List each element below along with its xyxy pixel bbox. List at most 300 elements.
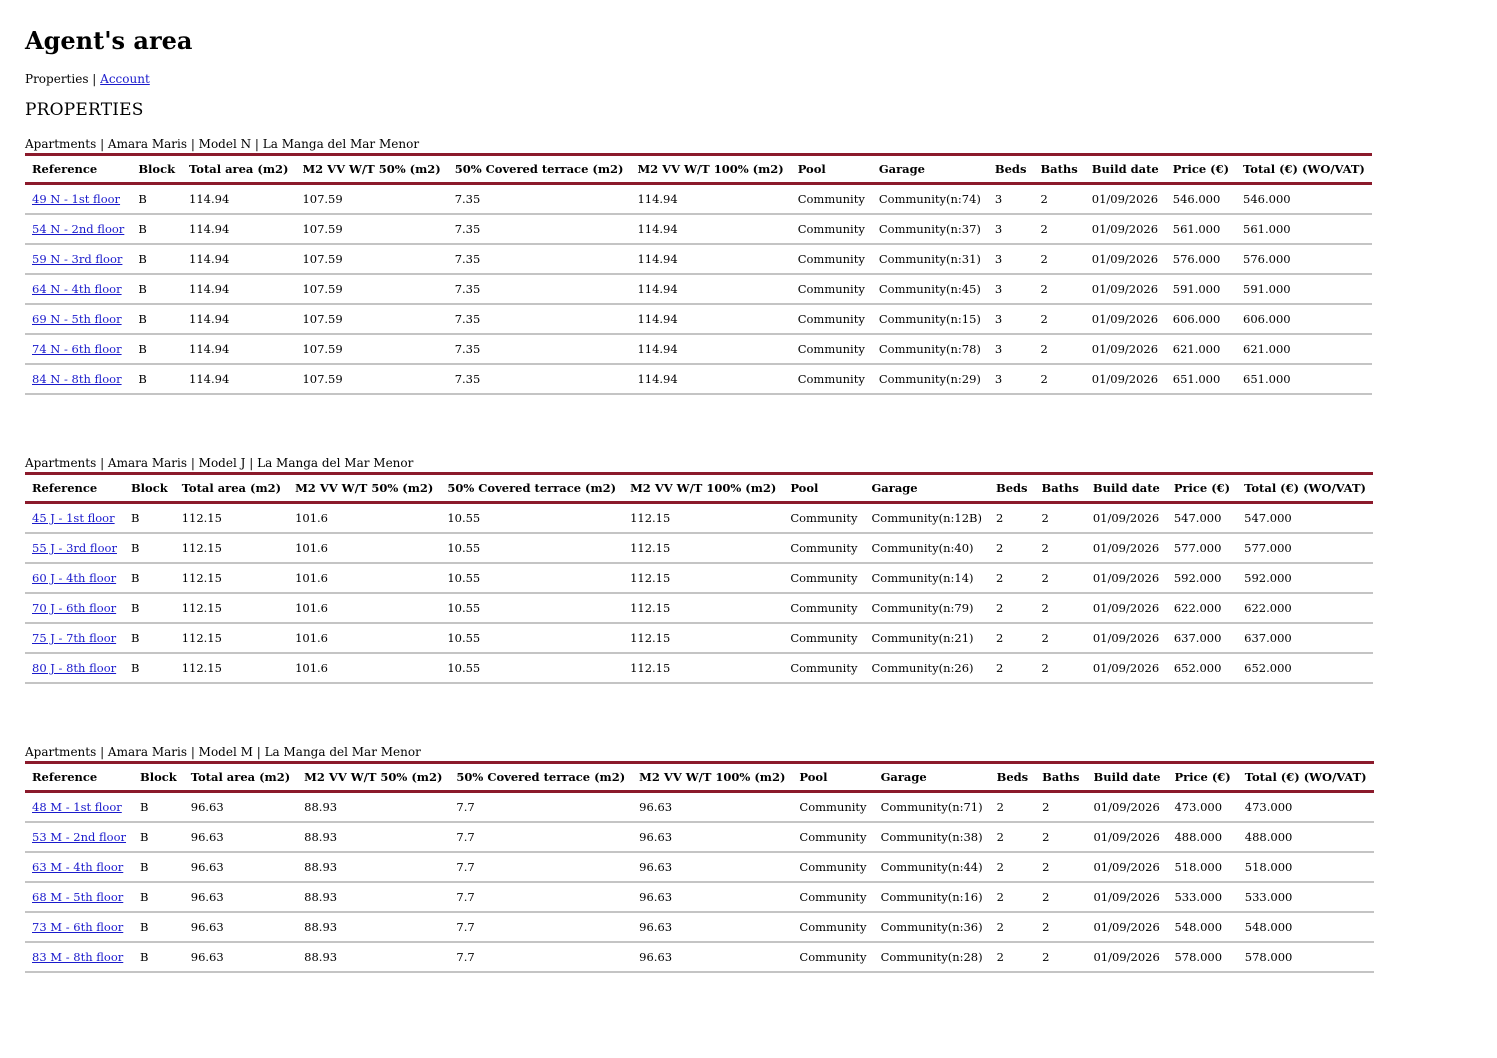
- table-cell: 101.6: [288, 533, 440, 563]
- table-cell: 2: [1035, 942, 1086, 972]
- table-cell: 01/09/2026: [1086, 852, 1167, 882]
- table-cell: Community(n:29): [872, 364, 988, 394]
- table-cell: 651.000: [1236, 364, 1372, 394]
- table-row: [25, 503, 1373, 534]
- table-cell: 2: [989, 623, 1035, 653]
- column-header: 50% Covered terrace (m2): [447, 481, 617, 495]
- property-reference-link[interactable]: 84 N - 8th floor: [32, 372, 122, 386]
- table-cell: 3: [988, 244, 1034, 274]
- table-cell: Community: [792, 822, 873, 852]
- table-cell: [25, 653, 124, 683]
- table-cell: 01/09/2026: [1085, 364, 1166, 394]
- property-reference-link[interactable]: 83 M - 8th floor: [32, 950, 124, 964]
- table-cell: 107.59: [295, 274, 447, 304]
- table-cell: 3: [988, 334, 1034, 364]
- property-reference-link[interactable]: 68 M - 5th floor: [32, 890, 124, 904]
- column-header: M2 VV W/T 50% (m2): [304, 770, 443, 784]
- property-reference-link[interactable]: 60 J - 4th floor: [32, 571, 117, 585]
- table-row: [25, 593, 1373, 623]
- table-cell: 637.000: [1167, 623, 1237, 653]
- column-header: Pool: [799, 770, 828, 784]
- table-cell: 2: [1033, 214, 1084, 244]
- table-cell: 2: [1035, 533, 1086, 563]
- table-header-row: [25, 155, 1372, 184]
- column-header: 50% Covered terrace (m2): [454, 162, 624, 176]
- table-cell: [25, 533, 124, 563]
- table-cell: B: [133, 852, 184, 882]
- table-cell: Community(n:26): [864, 653, 988, 683]
- table-cell: 96.63: [632, 792, 792, 823]
- property-reference-link[interactable]: 69 N - 5th floor: [32, 312, 122, 326]
- table-cell: 114.94: [182, 214, 295, 244]
- table-cell: B: [124, 653, 175, 683]
- table-cell: 533.000: [1238, 882, 1374, 912]
- column-header: Beds: [995, 481, 1028, 495]
- table-cell: 107.59: [295, 334, 447, 364]
- table-row: [25, 942, 1374, 972]
- table-cell: 2: [1035, 593, 1086, 623]
- table-cell: Community(n:36): [874, 912, 990, 942]
- table-cell: 101.6: [288, 653, 440, 683]
- table-cell: 576.000: [1236, 244, 1372, 274]
- property-reference-link[interactable]: 64 N - 4th floor: [32, 282, 122, 296]
- table-cell: 7.7: [449, 852, 632, 882]
- table-cell: 591.000: [1236, 274, 1372, 304]
- table-row: [25, 364, 1372, 394]
- table-cell: 621.000: [1166, 334, 1236, 364]
- table-cell: 547.000: [1237, 503, 1373, 534]
- property-reference-link[interactable]: 53 M - 2nd floor: [32, 830, 127, 844]
- property-reference-link[interactable]: 80 J - 8th floor: [32, 661, 117, 675]
- column-header: M2 VV W/T 50% (m2): [302, 162, 441, 176]
- table-cell: 96.63: [632, 852, 792, 882]
- table-cell: B: [133, 792, 184, 823]
- column-header: Garage: [871, 481, 918, 495]
- table-cell: 114.94: [182, 304, 295, 334]
- table-cell: 637.000: [1237, 623, 1373, 653]
- table-cell: Community(n:14): [864, 563, 988, 593]
- table-cell: Community: [783, 653, 864, 683]
- table-cell: [25, 274, 131, 304]
- table-cell: [25, 364, 131, 394]
- table-cell: 112.15: [175, 593, 288, 623]
- agent-area-page: [25, 26, 1367, 964]
- table-cell: 96.63: [632, 882, 792, 912]
- table-caption: Apartments | Amara Maris | Model N | La Manga del Mar Menor: [25, 137, 420, 151]
- property-reference-link[interactable]: 70 J - 6th floor: [32, 601, 117, 615]
- table-cell: 10.55: [440, 623, 623, 653]
- table-cell: 107.59: [295, 304, 447, 334]
- table-cell: 01/09/2026: [1085, 184, 1166, 215]
- top-nav: [25, 71, 1275, 87]
- table-cell: 7.35: [448, 244, 631, 274]
- table-cell: 578.000: [1238, 942, 1374, 972]
- property-reference-link[interactable]: 59 N - 3rd floor: [32, 252, 123, 266]
- table-cell: 112.15: [623, 593, 783, 623]
- table-cell: 2: [1035, 882, 1086, 912]
- column-header: Pool: [797, 162, 826, 176]
- table-cell: 88.93: [297, 942, 449, 972]
- table-cell: Community(n:15): [872, 304, 988, 334]
- table-cell: B: [124, 593, 175, 623]
- table-cell: Community: [783, 563, 864, 593]
- table-cell: 112.15: [623, 533, 783, 563]
- table-cell: 112.15: [623, 503, 783, 534]
- table-cell: 01/09/2026: [1086, 593, 1167, 623]
- table-cell: 577.000: [1167, 533, 1237, 563]
- table-cell: 112.15: [175, 623, 288, 653]
- table-cell: [25, 822, 133, 852]
- table-cell: 10.55: [440, 503, 623, 534]
- table-cell: 7.7: [449, 822, 632, 852]
- table-cell: 96.63: [632, 822, 792, 852]
- table-cell: B: [124, 623, 175, 653]
- table-cell: 114.94: [630, 214, 790, 244]
- table-cell: 2: [1035, 563, 1086, 593]
- table-cell: 10.55: [440, 533, 623, 563]
- table-cell: 2: [1033, 184, 1084, 215]
- table-cell: 592.000: [1237, 563, 1373, 593]
- table-row: [25, 822, 1374, 852]
- table-cell: 533.000: [1167, 882, 1237, 912]
- nav-properties-current: Properties: [25, 72, 89, 86]
- table-row: [25, 274, 1372, 304]
- table-cell: B: [131, 334, 182, 364]
- column-header: Reference: [32, 162, 98, 176]
- table-cell: 2: [1035, 822, 1086, 852]
- properties-heading: PROPERTIES: [25, 100, 144, 120]
- table-cell: 01/09/2026: [1086, 533, 1167, 563]
- table-cell: 107.59: [295, 244, 447, 274]
- table-cell: 114.94: [182, 364, 295, 394]
- table-cell: 548.000: [1238, 912, 1374, 942]
- table-cell: 101.6: [288, 593, 440, 623]
- table-cell: 112.15: [175, 653, 288, 683]
- table-row: [25, 184, 1372, 215]
- table-cell: Community(n:40): [864, 533, 988, 563]
- property-reference-link[interactable]: 74 N - 6th floor: [32, 342, 122, 356]
- properties-table: [25, 472, 1373, 684]
- table-cell: 114.94: [182, 184, 295, 215]
- table-cell: 2: [1033, 304, 1084, 334]
- table-cell: Community(n:28): [874, 942, 990, 972]
- table-cell: Community(n:31): [872, 244, 988, 274]
- column-header: Baths: [1042, 770, 1080, 784]
- table-cell: 2: [1033, 244, 1084, 274]
- page-title: Agent's area: [25, 26, 193, 55]
- table-cell: Community: [791, 304, 872, 334]
- column-header: M2 VV W/T 100% (m2): [637, 162, 784, 176]
- table-cell: 3: [988, 214, 1034, 244]
- table-cell: 01/09/2026: [1085, 334, 1166, 364]
- table-caption: Apartments | Amara Maris | Model J | La Manga del Mar Menor: [25, 456, 414, 470]
- table-cell: Community: [792, 882, 873, 912]
- column-header: Total (€) (WO/VAT): [1244, 481, 1366, 495]
- table-cell: 2: [990, 912, 1036, 942]
- table-cell: 114.94: [182, 334, 295, 364]
- column-header: Block: [130, 481, 168, 495]
- table-cell: 518.000: [1238, 852, 1374, 882]
- table-cell: 88.93: [297, 852, 449, 882]
- table-row: [25, 334, 1372, 364]
- column-header: Beds: [996, 770, 1029, 784]
- table-cell: Community: [792, 792, 873, 823]
- table-cell: B: [124, 563, 175, 593]
- table-cell: 112.15: [623, 563, 783, 593]
- column-header: Baths: [1041, 481, 1079, 495]
- table-cell: Community: [791, 184, 872, 215]
- column-header: Price (€): [1174, 770, 1231, 784]
- properties-table: [25, 153, 1372, 395]
- table-cell: 3: [988, 274, 1034, 304]
- column-header: Build date: [1091, 162, 1159, 176]
- table-cell: Community: [791, 274, 872, 304]
- table-cell: 473.000: [1167, 792, 1237, 823]
- table-cell: 7.35: [448, 304, 631, 334]
- column-header: Pool: [790, 481, 819, 495]
- table-cell: 2: [1035, 623, 1086, 653]
- table-cell: [25, 304, 131, 334]
- table-cell: 01/09/2026: [1086, 623, 1167, 653]
- table-cell: 622.000: [1167, 593, 1237, 623]
- column-header: 50% Covered terrace (m2): [456, 770, 626, 784]
- table-cell: Community: [791, 214, 872, 244]
- table-row: [25, 623, 1373, 653]
- table-cell: 2: [990, 792, 1036, 823]
- table-cell: 96.63: [632, 912, 792, 942]
- column-header: Block: [138, 162, 176, 176]
- table-cell: 488.000: [1167, 822, 1237, 852]
- table-cell: 2: [989, 593, 1035, 623]
- table-header-row: [25, 763, 1374, 792]
- table-cell: 2: [989, 563, 1035, 593]
- table-cell: B: [133, 942, 184, 972]
- table-cell: 01/09/2026: [1086, 942, 1167, 972]
- property-reference-link[interactable]: 55 J - 3rd floor: [32, 541, 117, 555]
- table-cell: 547.000: [1167, 503, 1237, 534]
- table-cell: 96.63: [184, 882, 297, 912]
- table-cell: 114.94: [630, 304, 790, 334]
- column-header: Garage: [880, 770, 927, 784]
- table-cell: Community: [783, 593, 864, 623]
- table-cell: B: [131, 184, 182, 215]
- table-cell: 114.94: [630, 244, 790, 274]
- table-cell: B: [131, 244, 182, 274]
- property-reference-link[interactable]: 48 M - 1st floor: [32, 800, 122, 814]
- table-cell: Community: [783, 533, 864, 563]
- table-cell: 2: [1035, 653, 1086, 683]
- table-cell: 96.63: [184, 912, 297, 942]
- table-cell: 01/09/2026: [1086, 653, 1167, 683]
- column-header: Total (€) (WO/VAT): [1244, 770, 1367, 784]
- table-cell: 518.000: [1167, 852, 1237, 882]
- properties-table: [25, 761, 1374, 973]
- table-cell: 96.63: [184, 792, 297, 823]
- table-cell: Community: [791, 244, 872, 274]
- table-row: [25, 214, 1372, 244]
- table-cell: 473.000: [1238, 792, 1374, 823]
- table-cell: Community: [792, 942, 873, 972]
- table-cell: 10.55: [440, 563, 623, 593]
- table-cell: Community(n:38): [874, 822, 990, 852]
- table-cell: [25, 623, 124, 653]
- table-cell: 88.93: [297, 912, 449, 942]
- table-cell: 107.59: [295, 364, 447, 394]
- table-row: [25, 244, 1372, 274]
- model-m-table-block: [25, 745, 1367, 973]
- property-reference-link[interactable]: 73 M - 6th floor: [32, 920, 124, 934]
- table-cell: [25, 184, 131, 215]
- table-cell: 01/09/2026: [1085, 244, 1166, 274]
- table-cell: 114.94: [182, 274, 295, 304]
- table-cell: 606.000: [1166, 304, 1236, 334]
- table-cell: 96.63: [632, 942, 792, 972]
- table-cell: 652.000: [1237, 653, 1373, 683]
- table-cell: 591.000: [1166, 274, 1236, 304]
- column-header: Baths: [1040, 162, 1078, 176]
- table-cell: 01/09/2026: [1086, 882, 1167, 912]
- property-reference-link[interactable]: 45 J - 1st floor: [32, 511, 115, 525]
- column-header: Build date: [1092, 481, 1160, 495]
- table-row: [25, 912, 1374, 942]
- table-cell: 10.55: [440, 653, 623, 683]
- table-cell: 606.000: [1236, 304, 1372, 334]
- table-cell: 112.15: [623, 623, 783, 653]
- table-cell: Community(n:71): [874, 792, 990, 823]
- table-cell: Community(n:37): [872, 214, 988, 244]
- table-cell: 114.94: [630, 334, 790, 364]
- table-cell: B: [131, 214, 182, 244]
- column-header: Reference: [32, 770, 98, 784]
- table-cell: 2: [989, 533, 1035, 563]
- table-cell: 01/09/2026: [1086, 822, 1167, 852]
- table-caption: Apartments | Amara Maris | Model M | La Manga del Mar Menor: [25, 745, 421, 759]
- table-cell: 112.15: [175, 533, 288, 563]
- model-n-table-block: [25, 137, 1365, 395]
- table-cell: 114.94: [630, 274, 790, 304]
- table-row: [25, 533, 1373, 563]
- table-cell: 107.59: [295, 214, 447, 244]
- table-cell: [25, 852, 133, 882]
- property-reference-link[interactable]: 63 M - 4th floor: [32, 860, 124, 874]
- column-header: Block: [140, 770, 177, 784]
- table-cell: 546.000: [1166, 184, 1236, 215]
- table-cell: 2: [990, 882, 1036, 912]
- table-cell: [25, 563, 124, 593]
- table-cell: 2: [1033, 274, 1084, 304]
- table-cell: 96.63: [184, 822, 297, 852]
- table-row: [25, 792, 1374, 823]
- column-header: Total area (m2): [189, 162, 289, 176]
- table-cell: 7.35: [448, 334, 631, 364]
- table-cell: 7.7: [449, 942, 632, 972]
- table-cell: 2: [989, 653, 1035, 683]
- table-cell: 101.6: [288, 623, 440, 653]
- table-cell: 7.35: [448, 274, 631, 304]
- table-cell: 3: [988, 184, 1034, 215]
- table-cell: 114.94: [182, 244, 295, 274]
- table-cell: 7.35: [448, 214, 631, 244]
- column-header: Reference: [32, 481, 98, 495]
- table-cell: 621.000: [1236, 334, 1372, 364]
- table-cell: 2: [990, 822, 1036, 852]
- table-cell: B: [131, 304, 182, 334]
- table-cell: 112.15: [175, 503, 288, 534]
- table-cell: 652.000: [1167, 653, 1237, 683]
- model-j-table-block: [25, 456, 1366, 684]
- nav-account-link[interactable]: Account: [100, 72, 150, 86]
- table-cell: 2: [1035, 852, 1086, 882]
- table-cell: 577.000: [1237, 533, 1373, 563]
- table-cell: 576.000: [1166, 244, 1236, 274]
- table-cell: 7.7: [449, 912, 632, 942]
- table-cell: 2: [989, 503, 1035, 534]
- table-cell: Community: [783, 623, 864, 653]
- table-cell: Community(n:78): [872, 334, 988, 364]
- table-cell: 2: [1035, 792, 1086, 823]
- table-cell: 01/09/2026: [1085, 274, 1166, 304]
- column-header: Total area (m2): [190, 770, 291, 784]
- table-cell: 01/09/2026: [1086, 792, 1167, 823]
- table-cell: Community: [783, 503, 864, 534]
- table-cell: Community: [792, 852, 873, 882]
- table-cell: 112.15: [175, 563, 288, 593]
- table-cell: Community(n:44): [874, 852, 990, 882]
- column-header: Garage: [878, 162, 925, 176]
- table-cell: 7.7: [449, 792, 632, 823]
- table-cell: 01/09/2026: [1086, 503, 1167, 534]
- table-cell: 2: [1033, 334, 1084, 364]
- table-cell: [25, 503, 124, 534]
- table-cell: 7.35: [448, 364, 631, 394]
- table-cell: [25, 214, 131, 244]
- table-cell: B: [133, 882, 184, 912]
- table-cell: [25, 334, 131, 364]
- column-header: Build date: [1093, 770, 1161, 784]
- table-cell: B: [131, 364, 182, 394]
- property-reference-link[interactable]: 54 N - 2nd floor: [32, 222, 125, 236]
- table-cell: 101.6: [288, 563, 440, 593]
- table-cell: 7.35: [448, 184, 631, 215]
- column-header: Total (€) (WO/VAT): [1243, 162, 1365, 176]
- table-cell: [25, 912, 133, 942]
- table-cell: B: [131, 274, 182, 304]
- table-cell: 2: [990, 942, 1036, 972]
- table-cell: 10.55: [440, 593, 623, 623]
- table-cell: B: [124, 533, 175, 563]
- table-cell: Community(n:74): [872, 184, 988, 215]
- table-row: [25, 653, 1373, 683]
- table-cell: 96.63: [184, 852, 297, 882]
- table-cell: 546.000: [1236, 184, 1372, 215]
- table-cell: 651.000: [1166, 364, 1236, 394]
- property-reference-link[interactable]: 75 J - 7th floor: [32, 631, 117, 645]
- table-cell: 96.63: [184, 942, 297, 972]
- table-cell: Community(n:16): [874, 882, 990, 912]
- table-cell: [25, 244, 131, 274]
- table-cell: 2: [1035, 503, 1086, 534]
- nav-separator: |: [88, 72, 101, 86]
- table-cell: 88.93: [297, 792, 449, 823]
- property-reference-link[interactable]: 49 N - 1st floor: [32, 192, 121, 206]
- table-cell: 488.000: [1238, 822, 1374, 852]
- table-cell: 622.000: [1237, 593, 1373, 623]
- column-header: M2 VV W/T 100% (m2): [639, 770, 786, 784]
- table-cell: 114.94: [630, 364, 790, 394]
- table-cell: 01/09/2026: [1086, 912, 1167, 942]
- table-row: [25, 882, 1374, 912]
- table-cell: 592.000: [1167, 563, 1237, 593]
